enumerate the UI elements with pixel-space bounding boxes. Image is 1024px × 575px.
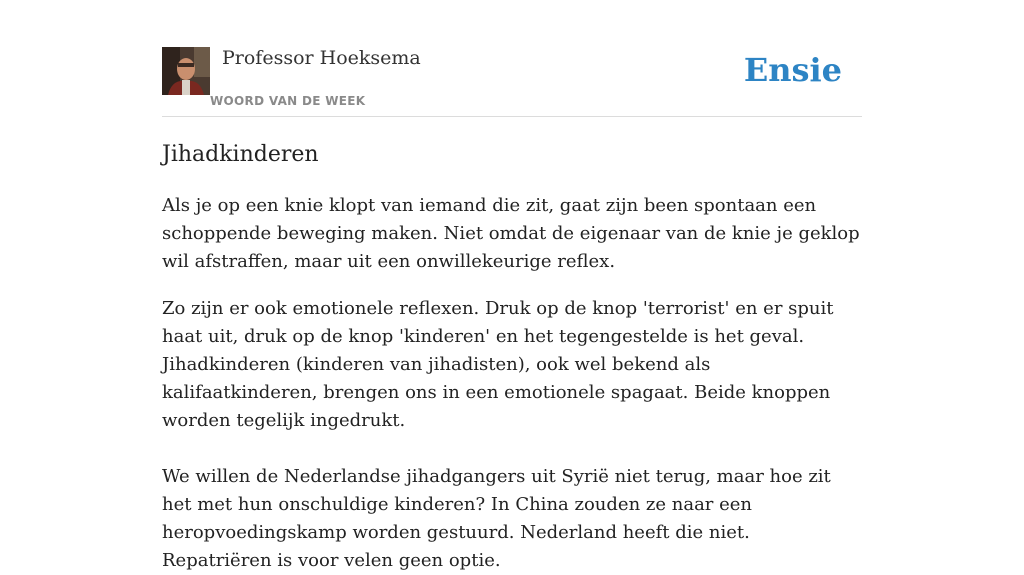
author-photo <box>162 47 210 95</box>
article-title: Jihadkinderen <box>162 142 319 167</box>
article-header <box>162 46 862 117</box>
article-paragraph: Als je op een knie klopt van iemand die zit, gaat zijn been spontaan een schoppende beweging maken. Niet omdat de eigenaar van de knie je geklop wil afstraffen, maar uit een onwillekeurige reflex. <box>162 195 860 272</box>
article-paragraph: Zo zijn er ook emotionele reflexen. Druk op de knop 'terrorist' en er spuit haat uit, druk op de knop 'kinderen' en het tegengestelde is het geval. Jihadkinderen (kinderen van jihadisten), ook wel bekend als kalifaatkinderen, brengen ons in een emotionele spagaat. Beide knoppen worden tegelijk ingedrukt. <box>162 298 834 431</box>
article-paragraph: We willen de Nederlandse jihadgangers uit Syrië niet terug, maar hoe zit het met hun onschuldige kinderen? In China zouden ze naar een heropvoedingskamp worden gestuurd. Nederland heeft die niet. Repatriëren is voor velen geen optie. <box>162 466 831 571</box>
author-name[interactable]: Professor Hoeksema <box>222 47 421 69</box>
brand-logo[interactable]: Ensie <box>743 51 842 89</box>
article-body <box>162 138 862 575</box>
author-avatar[interactable] <box>162 47 210 95</box>
category-label[interactable]: WOORD VAN DE WEEK <box>210 94 366 108</box>
